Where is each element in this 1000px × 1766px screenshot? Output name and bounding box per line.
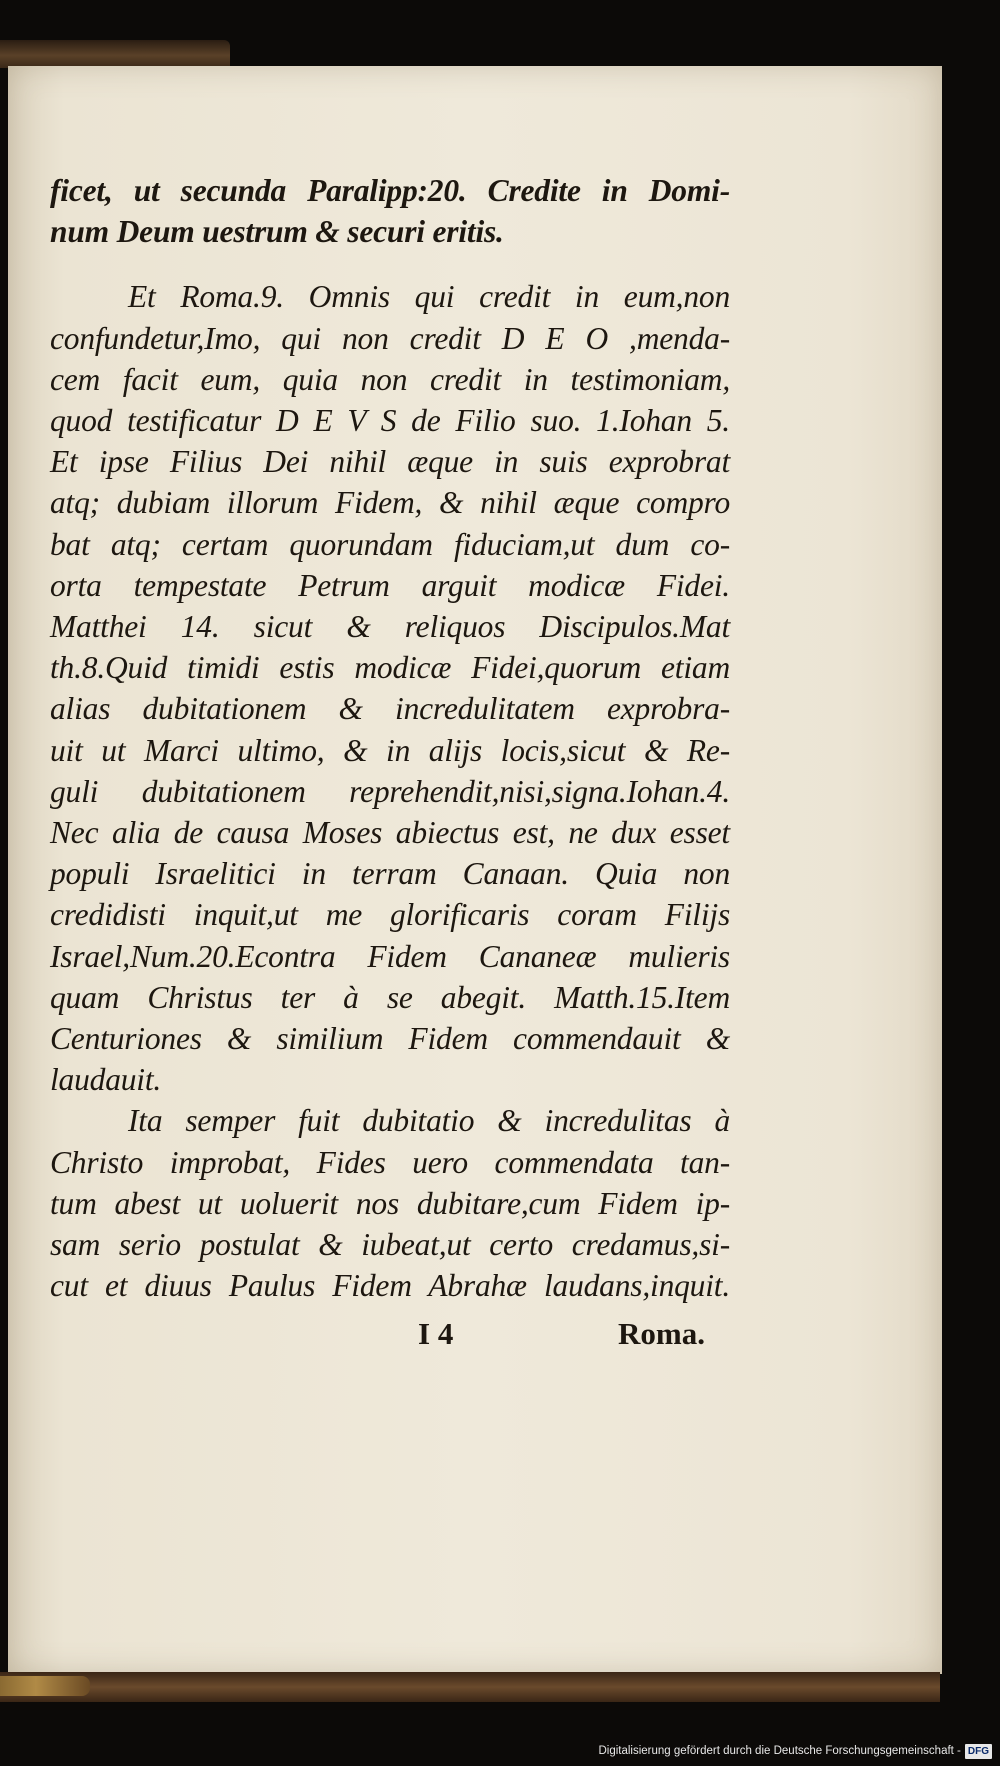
text-line-8: atq; dubiam illorum Fidem, & nihil æque compro — [50, 485, 730, 521]
text-line-25: tum abest ut uoluerit nos dubitare,cum Fidem ip- — [50, 1185, 730, 1221]
text-line-11: Matthei 14. sicut & reliquos Discipulos.Mat — [50, 609, 730, 645]
text-line-1: ficet, ut secunda Paralipp:20. Credite in Domi- — [50, 173, 730, 208]
text-line-4: confundetur,Imo, qui non credit D E O ,menda- — [50, 320, 730, 356]
text-line-17: populi Israelitici in terram Canaan. Quia non — [50, 856, 730, 892]
text-line-9: bat atq; certam quorundam fiduciam,ut dum co- — [50, 526, 730, 562]
text-line-19: Israel,Num.20.Econtra Fidem Cananeæ mulieris — [50, 938, 730, 974]
text-line-22: laudauit. — [50, 1062, 162, 1098]
text-line-20: quam Christus ter à se abegit. Matth.15.Item — [50, 979, 730, 1015]
book-edge-top — [0, 40, 230, 68]
text-line-21: Centuriones & similium Fidem commendauit & — [50, 1021, 730, 1057]
text-line-3: Et Roma.9. Omnis qui credit in eum,non — [128, 279, 730, 315]
text-line-12: th.8.Quid timidi estis modicæ Fidei,quorum etiam — [50, 650, 730, 686]
text-line-14: uit ut Marci ultimo, & in alijs locis,sicut & Re- — [50, 732, 730, 768]
text-line-23: Ita semper fuit dubitatio & incredulitas à — [128, 1103, 730, 1139]
credit-text: Digitalisierung gefördert durch die Deutsche Forschungsgemeinschaft - — [598, 1745, 961, 1757]
text-line-2: num Deum uestrum & securi eritis. — [50, 214, 504, 250]
text-line-15: guli dubitationem reprehendit,nisi,signa.Iohan.4. — [50, 773, 730, 809]
text-line-18: credidisti inquit,ut me glorificaris coram Filijs — [50, 897, 730, 933]
catchword: Roma. — [618, 1316, 705, 1351]
text-line-27: cut et diuus Paulus Fidem Abrahæ laudans,inquit. — [50, 1268, 730, 1304]
text-line-10: orta tempestate Petrum arguit modicæ Fidei. — [50, 567, 730, 603]
text-line-13: alias dubitationem & incredulitatem exprobra- — [50, 691, 730, 727]
page-text — [50, 170, 730, 1306]
text-line-24: Christo improbat, Fides uero commendata tan- — [50, 1144, 730, 1180]
text-line-26: sam serio postulat & iubeat,ut certo credamus,si- — [50, 1227, 730, 1263]
book-page — [8, 66, 942, 1674]
paragraph-gap — [50, 252, 730, 276]
text-line-5: cem facit eum, quia non credit in testimoniam, — [50, 361, 730, 397]
text-line-6: quod testificatur D E V S de Filio suo. 1.Iohan 5. — [50, 403, 730, 439]
text-line-7: Et ipse Filius Dei nihil æque in suis exprobrat — [50, 444, 730, 480]
dfg-logo: DFG — [965, 1744, 992, 1759]
text-line-16: Nec alia de causa Moses abiectus est, ne dux esset — [50, 815, 730, 851]
signature-mark: I 4 — [418, 1316, 454, 1351]
book-edge-bottom — [0, 1672, 940, 1702]
digitization-credit — [598, 1742, 992, 1760]
